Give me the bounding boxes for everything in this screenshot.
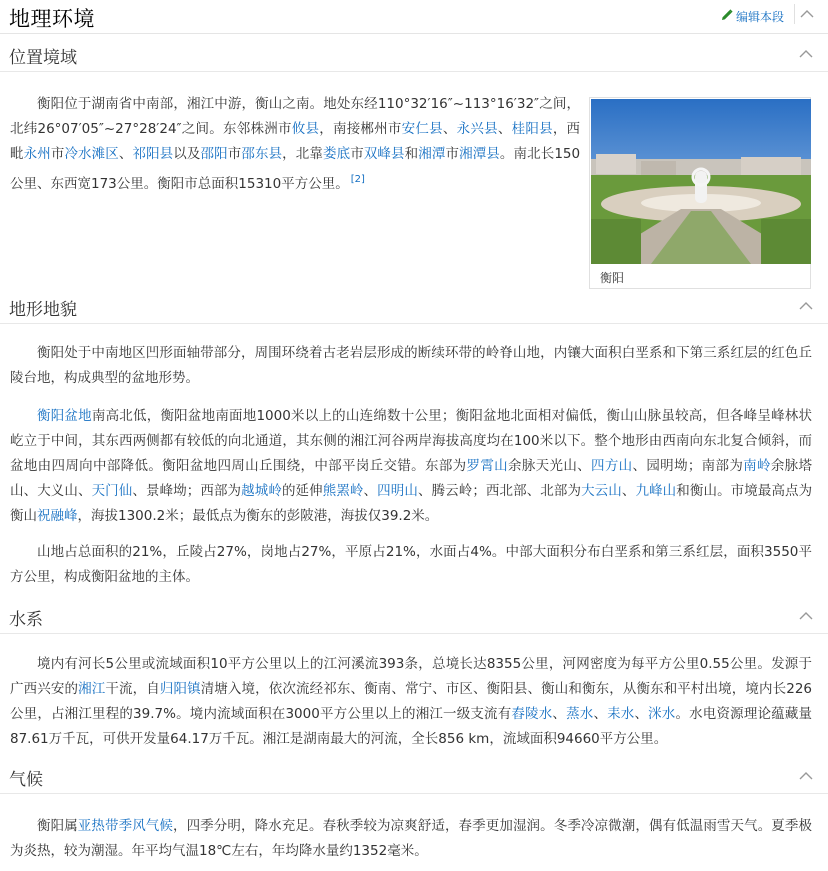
text-run: 市	[445, 146, 460, 162]
text-run: 南高北低，衡阳盆地南面地1000米以上的山连绵数十公里；衡阳盆地北面相对偏低，衡山山脉虽较高，但各峰呈峰林状屹立于中间，其东西两侧都有较低的向北通道，其东侧的湘江河谷两岸海拔高度均在100米以下。整个地形由西南向东北复合倾斜，而盆地由四周向中部降低。衡阳盆地四周山丘围绕，中部平岗丘交错。东部为	[10, 408, 813, 474]
chevron-up-icon	[799, 46, 813, 62]
inline-link[interactable]: 衡阳盆地	[37, 408, 92, 424]
section-header-climate	[0, 762, 828, 794]
inline-link[interactable]: 祁阳县	[132, 146, 174, 162]
text-run: 衡阳位于湖南省中南部，湘江中游，衡山之南。地处东经110°32′16″~113°16′32″之间，北纬26°07′05″~27°28′24″之间。东邻株洲市	[10, 96, 580, 137]
inline-link[interactable]: 湘潭县	[459, 146, 500, 162]
edit-section-label: 编辑本段	[735, 10, 784, 24]
text-run: 山地占总面积的21%，丘陵占27%，岗地占27%，平原占21%，水面占4%。中部大面积分布白垩系和第三系红层，面积3550平方公里，构成衡阳盆地的主体。	[10, 544, 812, 585]
inline-link[interactable]: 永州	[23, 146, 51, 162]
text-run: 干流，自	[105, 681, 160, 697]
inline-link[interactable]: 湘江	[78, 681, 106, 697]
inline-link[interactable]: 四方山	[591, 458, 633, 474]
text-run: 清塘入境，依次流经祁东、衡南、常宁、市区、衡阳县、衡山和衡东，从衡东和平村出境，境内长226公里，占湘江里程的39.7%。境内流域面积在3000平方公里以上的湘江一级支流有	[10, 681, 813, 722]
water-paragraph	[10, 652, 812, 752]
inline-link[interactable]: 邵阳	[200, 146, 228, 162]
text-run: ，南接郴州市	[319, 121, 402, 137]
inline-link[interactable]: 大云山	[581, 483, 622, 499]
citation-ref[interactable]: [2]	[350, 174, 365, 185]
collapse-climate-button[interactable]	[796, 768, 816, 784]
text-run: 市	[50, 146, 65, 162]
pencil-icon	[721, 9, 733, 24]
text-run: 、	[363, 483, 378, 499]
text-run: 的延伸	[281, 483, 323, 499]
edit-section-link[interactable]	[721, 8, 784, 25]
text-run: 、	[552, 706, 567, 722]
text-run: 、	[593, 706, 608, 722]
text-run: 境内有河长5公里或流域面积10平方公里以上的江河溪流393条，总境长达8355公里，河网密度为每平方公里0.55公里。发源于广西兴安的	[10, 656, 812, 697]
collapse-terrain-button[interactable]	[796, 298, 816, 314]
inline-link[interactable]: 归阳镇	[159, 681, 201, 697]
city-photo-figure[interactable]	[589, 97, 811, 289]
inline-link[interactable]: 桂阳县	[511, 121, 553, 137]
text-run: 余脉塔山、大义山、	[10, 458, 813, 499]
text-run: ，四季分明，降水充足。春秋季较为凉爽舒适，春季更加湿润。冬季冷凉微潮，偶有低温雨雪天气。夏季极为炎热，较为潮湿。年平均气温18℃左右，年均降水量约1352毫米。	[10, 818, 813, 859]
collapse-all-button[interactable]	[794, 4, 818, 24]
inline-link[interactable]: 罗霄山	[466, 458, 508, 474]
section-title-water: 水系	[9, 610, 43, 630]
text-run: 和	[404, 146, 419, 162]
text-run: 、	[621, 483, 636, 499]
inline-link[interactable]: 耒水	[607, 706, 635, 722]
city-square-photo	[591, 99, 811, 264]
page-title: 地理环境	[9, 7, 95, 31]
text-run: 市	[227, 146, 242, 162]
section-title-terrain: 地形地貌	[9, 300, 77, 320]
inline-link[interactable]: 南岭	[743, 458, 771, 474]
inline-link[interactable]: 冷水滩区	[64, 146, 119, 162]
section-title-location: 位置境域	[9, 48, 77, 68]
text-run: 、景峰坳；西部为	[132, 483, 242, 499]
inline-link[interactable]: 越城岭	[241, 483, 282, 499]
text-run: ，海拔1300.2米；最低点为衡东的彭陂港，海拔仅39.2米。	[77, 508, 439, 524]
chevron-up-icon	[799, 608, 813, 624]
inline-link[interactable]: 四明山	[377, 483, 418, 499]
chevron-up-icon	[799, 768, 813, 784]
text-run: 以及	[173, 146, 201, 162]
section-header-location	[0, 40, 828, 72]
section-header-water	[0, 602, 828, 634]
terrain-paragraph-3	[10, 540, 812, 590]
chevron-up-icon	[800, 6, 814, 22]
image-caption: 衡阳	[600, 271, 625, 285]
text-run: 。水电资源理论蕴藏量87.61万千瓦，可供开发量64.17万千瓦。湘江是湖南最大的河流，全长856 km，流域面积94660平方公里。	[10, 706, 813, 747]
text-run: 和衡山。市境最高点为衡山	[10, 483, 813, 524]
text-run: 、	[634, 706, 649, 722]
inline-link[interactable]: 娄底	[323, 146, 351, 162]
inline-link[interactable]: 邵东县	[241, 146, 283, 162]
text-run: 、	[497, 121, 512, 137]
chevron-up-icon	[799, 298, 813, 314]
collapse-location-button[interactable]	[796, 46, 816, 62]
page-header	[0, 0, 828, 34]
text-run: 、	[442, 121, 457, 137]
climate-paragraph	[10, 814, 812, 864]
text-run: 衡阳属	[37, 818, 78, 834]
inline-link[interactable]: 舂陵水	[511, 706, 553, 722]
collapse-water-button[interactable]	[796, 608, 816, 624]
inline-link[interactable]: 天门仙	[91, 483, 133, 499]
inline-link[interactable]: 攸县	[291, 121, 320, 137]
section-title-climate: 气候	[9, 770, 43, 790]
inline-link[interactable]: 祝融峰	[37, 508, 78, 524]
text-run: 余脉天光山、	[508, 458, 591, 474]
text-run: ，西毗	[10, 121, 581, 162]
inline-link[interactable]: 九峰山	[635, 483, 677, 499]
terrain-paragraph-2	[10, 404, 812, 529]
inline-link[interactable]: 洣水	[648, 706, 676, 722]
inline-link[interactable]: 蒸水	[566, 706, 594, 722]
inline-link[interactable]: 安仁县	[401, 121, 443, 137]
inline-link[interactable]: 熊罴岭	[322, 483, 364, 499]
text-run: ，北靠	[282, 146, 323, 162]
location-paragraph	[10, 92, 580, 197]
terrain-paragraph-1	[10, 341, 812, 391]
text-run: 、腾云岭；西北部、北部为	[417, 483, 582, 499]
text-run: 。南北长150公里、东西宽173公里。衡阳市总面积15310平方公里。	[10, 146, 581, 192]
inline-link[interactable]: 永兴县	[456, 121, 498, 137]
inline-link[interactable]: 湘潭	[418, 146, 446, 162]
text-run: 、园明坳；南部为	[632, 458, 744, 474]
text-run: 衡阳处于中南地区凹形面轴带部分，周围环绕着古老岩层形成的断续环带的岭脊山地，内镶大面积白垩系和下第三系红层的红色丘陵台地，构成典型的盆地形势。	[10, 345, 812, 386]
text-run: 市	[350, 146, 364, 162]
inline-link[interactable]: 亚热带季风气候	[77, 818, 173, 834]
inline-link[interactable]: 双峰县	[363, 146, 405, 162]
section-header-terrain	[0, 292, 828, 324]
text-run: 、	[118, 146, 133, 162]
